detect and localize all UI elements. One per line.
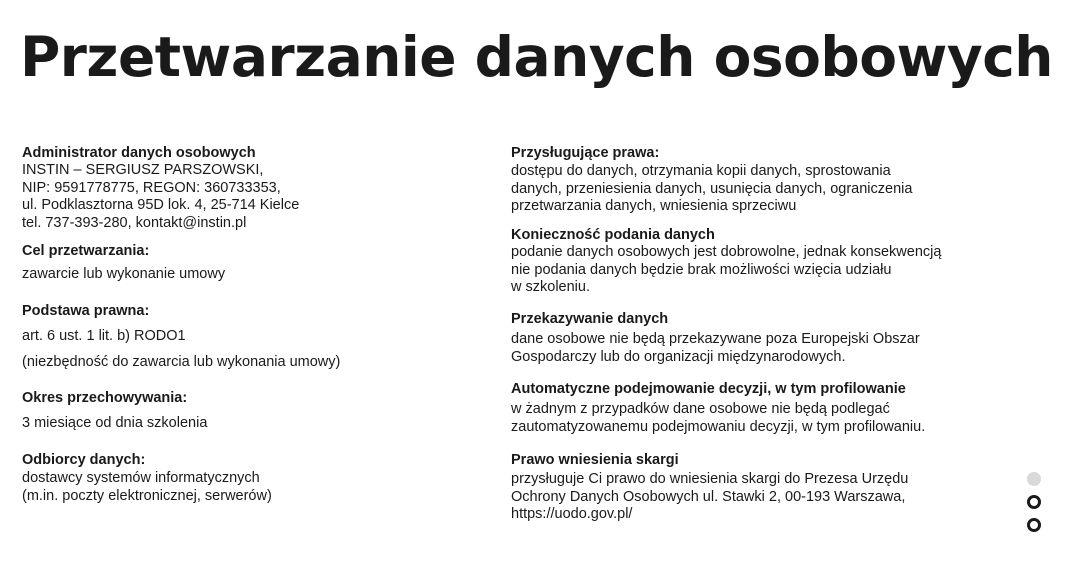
przekazywanie-line-2: Gospodarczy lub do organizacji międzynarodowych. bbox=[511, 348, 846, 365]
podstawa-line-2: (niezbędność do zawarcia lub wykonania umowy) bbox=[22, 353, 341, 370]
skarga-line-2: Ochrony Danych Osobowych ul. Stawki 2, 00-193 Warszawa, bbox=[511, 488, 906, 505]
section-automatyczne bbox=[511, 380, 1011, 436]
admin-line-3: ul. Podklasztorna 95D lok. 4, 25-714 Kielce bbox=[22, 197, 300, 213]
section-heading: Przekazywanie danych bbox=[511, 311, 669, 327]
section-heading: Prawo wniesienia skargi bbox=[511, 452, 679, 468]
section-administrator bbox=[22, 144, 482, 232]
prawa-line-2: danych, przeniesienia danych, usunięcia danych, ograniczenia bbox=[511, 180, 913, 197]
odbiorcy-line-1: dostawcy systemów informatycznych bbox=[22, 470, 260, 486]
admin-line-4: tel. 737-393-280, kontakt@instin.pl bbox=[22, 214, 247, 231]
skarga-line-1: przysługuje Ci prawo do wniesienia skargi do Prezesa Urzędu bbox=[511, 471, 909, 487]
okres-text: 3 miesiące od dnia szkolenia bbox=[22, 415, 208, 431]
admin-line-1: INSTIN – SERGIUSZ PARSZOWSKI, bbox=[22, 162, 264, 178]
podstawa-line-1: art. 6 ust. 1 lit. b) RODO1 bbox=[22, 328, 186, 344]
skarga-url: https://uodo.gov.pl/ bbox=[511, 506, 633, 522]
pagination-dot[interactable] bbox=[1027, 518, 1041, 532]
koniecznosc-line-2: nie podania danych będzie brak możliwości wzięcia udziału bbox=[511, 261, 892, 278]
automatyczne-line-2: zautomatyzowanemu podejmowaniu decyzji, w tym profilowaniu. bbox=[511, 418, 926, 435]
pagination-dot-active[interactable] bbox=[1027, 472, 1041, 486]
admin-line-2: NIP: 9591778775, REGON: 360733353, bbox=[22, 179, 281, 196]
koniecznosc-line-1: podanie danych osobowych jest dobrowolne, jednak konsekwencją bbox=[511, 244, 942, 260]
przekazywanie-line-1: dane osobowe nie będą przekazywane poza Europejski Obszar bbox=[511, 331, 920, 347]
odbiorcy-line-2: (m.in. poczty elektronicznej, serwerów) bbox=[22, 487, 272, 504]
section-heading: Administrator danych osobowych bbox=[22, 145, 256, 161]
section-prawa bbox=[511, 144, 1011, 216]
page-title: Przetwarzanie danych osobowych bbox=[20, 25, 1053, 89]
cel-text: zawarcie lub wykonanie umowy bbox=[22, 266, 226, 282]
prawa-line-3: przetwarzania danych, wniesienia sprzeciwu bbox=[511, 198, 797, 214]
section-przekazywanie bbox=[511, 310, 1011, 366]
prawa-line-1: dostępu do danych, otrzymania kopii danych, sprostowania bbox=[511, 163, 891, 179]
section-odbiorcy bbox=[22, 451, 482, 505]
koniecznosc-line-3: w szkoleniu. bbox=[511, 279, 590, 295]
section-heading: Odbiorcy danych: bbox=[22, 452, 146, 468]
section-heading: Konieczność podania danych bbox=[511, 227, 715, 243]
section-podstawa bbox=[22, 302, 482, 371]
section-koniecznosc bbox=[511, 226, 1011, 297]
section-heading: Automatyczne podejmowanie decyzji, w tym profilowanie bbox=[511, 381, 906, 397]
section-okres bbox=[22, 389, 482, 433]
pagination-dot[interactable] bbox=[1027, 495, 1041, 509]
section-heading: Okres przechowywania: bbox=[22, 390, 188, 406]
automatyczne-line-1: w żadnym z przypadków dane osobowe nie będą podlegać bbox=[511, 401, 890, 417]
section-cel bbox=[22, 242, 482, 284]
section-heading: Podstawa prawna: bbox=[22, 303, 150, 319]
section-heading: Przysługujące prawa: bbox=[511, 145, 660, 161]
section-heading: Cel przetwarzania: bbox=[22, 243, 150, 259]
section-skarga bbox=[511, 451, 1011, 524]
